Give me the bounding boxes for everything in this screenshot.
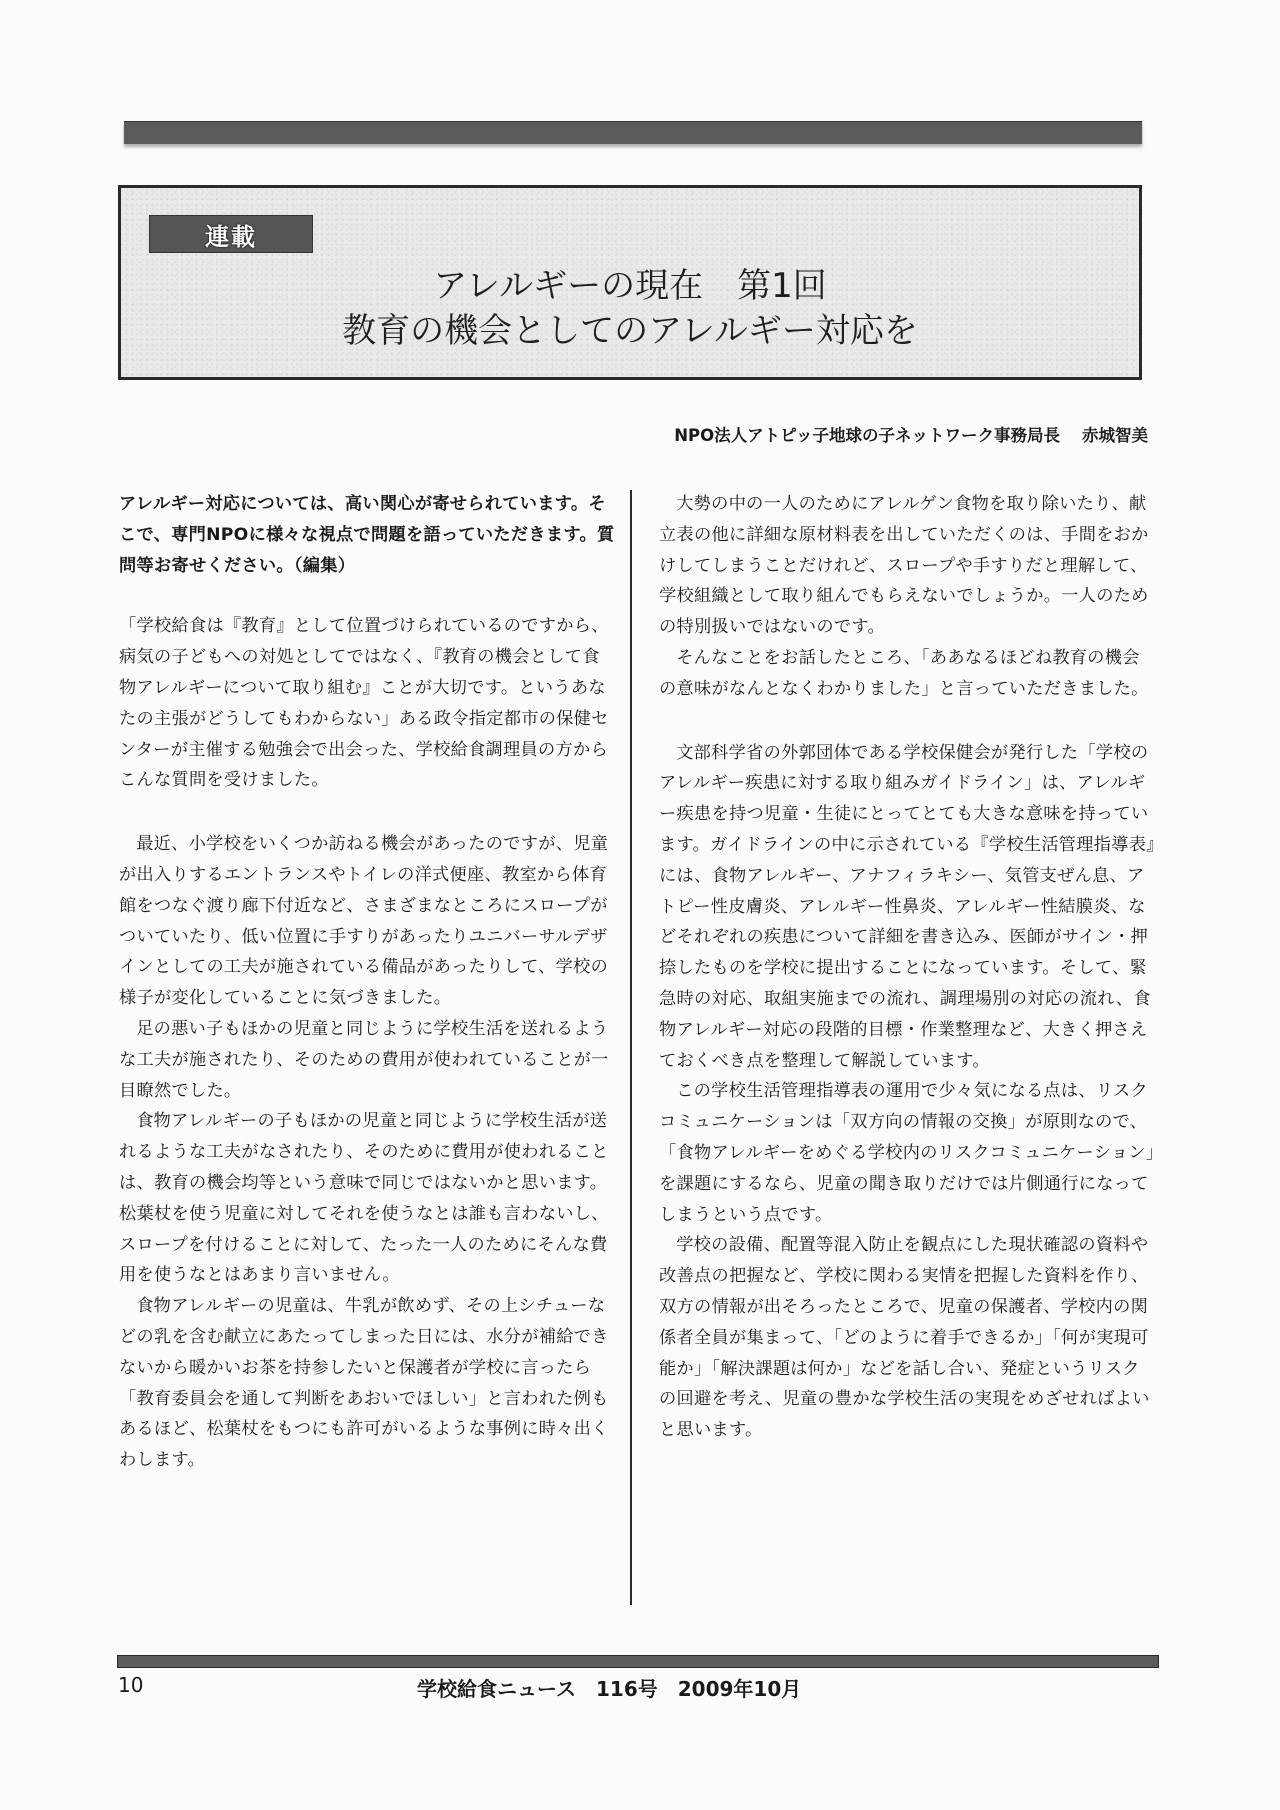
- paragraph: 最近、小学校をいくつか訪ねる機会があったのですが、児童が出入りするエントランスやトイレの洋式便座、教室から体育館をつなぐ渡り廊下付近など、さまざまなところにスロープがついていたり、低い位置に手すりがあったりユニバーサルデザインとしての工夫が施されている備品があったりして、学校の様子が変化していることに気づきました。: [119, 834, 609, 1009]
- paragraph: 大勢の中の一人のためにアレルゲン食物を取り除いたり、献立表の他に詳細な原材料表を出していただくのは、手間をおかけしてしまうことだけれど、スロープや手すりだと理解して、学校組織として取り組んでもらえないでしょうか。一人のための特別扱いではないのです。: [659, 494, 1149, 638]
- lead-paragraph: アレルギー対応については、高い関心が寄せられています。そこで、専門NPOに様々な視点で問題を語っていただきます。質問等お寄せください。（編集）: [119, 494, 615, 576]
- publication-name: 学校給食ニュース: [417, 1677, 576, 1701]
- paragraph: 食物アレルギーの子もほかの児童と同じように学校生活が送れるような工夫がなされたり、そのために費用が使われることは、教育の機会均等という意味で同じではないかと思います。松葉杖を使う児童に対してそれを使うなとは誰も言わないし、スロープを付けることに対して、たった一人のためにそんな費用を使うなとはあまり言いません。: [119, 1111, 609, 1286]
- column-divider: [630, 490, 632, 1605]
- title-box: [118, 185, 1142, 380]
- right-column: [659, 489, 1156, 1446]
- left-column: [119, 489, 616, 1476]
- paragraph: そんなことをお話したところ、「ああなるほどね教育の機会の意味がなんとなくわかりました」と言っていただきました。: [659, 647, 1149, 699]
- publication-info: [417, 1673, 801, 1702]
- byline: [674, 422, 1148, 446]
- author-organization: NPO法人アトピッ子地球の子ネットワーク事務局長: [674, 426, 1060, 445]
- page-number: 10: [118, 1673, 144, 1697]
- paragraph: この学校生活管理指導表の運用で少々気になる点は、リスクコミュニケーションは「双方向の情報の交換」が原則なので、「食物アレルギーをめぐる学校内のリスクコミュニケーション」を課題にするなら、児童の聞き取りだけでは片側通行になってしまうという点です。: [659, 1081, 1155, 1225]
- paragraph: 食物アレルギーの児童は、牛乳が飲めず、その上シチューなどの乳を含む献立にあたってしまった日には、水分が補給できないから暖かいお茶を持参したいと保護者が学校に言ったら「教育委員会を通して判断をあおいでほしい」と言われた例もあるほど、松葉杖をもつにも許可がいるような事例に時々出くわします。: [119, 1296, 609, 1471]
- author-name: 赤城智美: [1082, 426, 1148, 445]
- series-label: 連載: [149, 215, 313, 253]
- article-subtitle: 教育の機会としてのアレルギー対応を: [342, 311, 918, 351]
- paragraph: 「学校給食は『教育』として位置づけられているのですから、病気の子どもへの対処としてではなく、『教育の機会として食物アレルギーについて取り組む』ことが大切です。というあなたの主張がどうしてもわからない」ある政令指定都市の保健センターが主催する勉強会で出会った、学校給食調理員の方からこんな質問を受けました。: [119, 616, 609, 791]
- issue-number: 116号: [596, 1677, 658, 1701]
- paragraph: 文部科学省の外郭団体である学校保健会が発行した「学校のアレルギー疾患に対する取り組みガイドライン」は、アレルギー疾患を持つ児童・生徒にとってとても大きな意味を持っています。ガイドラインの中に示されている『学校生活管理指導表』には、食物アレルギー、アナフィラキシー、気管支ぜん息、アトピー性皮膚炎、アレルギー性鼻炎、アレルギー性結膜炎、などそれぞれの疾患について詳細を書き込み、医師がサイン・押捺したものを学校に提出することになっています。そして、緊急時の対応、取組実施までの流れ、調理場別の対応の流れ、食物アレルギー対応の段階的目標・作業整理など、大きく押さえておくべき点を整理して解説しています。: [659, 742, 1156, 1071]
- article-title: アレルギーの現在 第1回: [433, 266, 827, 306]
- issue-date: 2009年10月: [677, 1677, 802, 1701]
- footer-rule: [117, 1655, 1159, 1668]
- paragraph: 足の悪い子もほかの児童と同じように学校生活を送れるような工夫が施されたり、そのための費用が使われていることが一目瞭然でした。: [119, 1018, 609, 1101]
- header-rule: [124, 121, 1142, 144]
- paragraph: 学校の設備、配置等混入防止を観点にした現状確認の資料や改善点の把握など、学校に関わる実情を把握した資料を作り、双方の情報が出そろったところで、児童の保護者、学校内の関係者全員が集まって、「どのように着手できるか」「何が実現可能か」「解決課題は何か」などを話し合い、発症というリスクの回避を考え、児童の豊かな学校生活の実現をめざせればよいと思います。: [659, 1235, 1150, 1441]
